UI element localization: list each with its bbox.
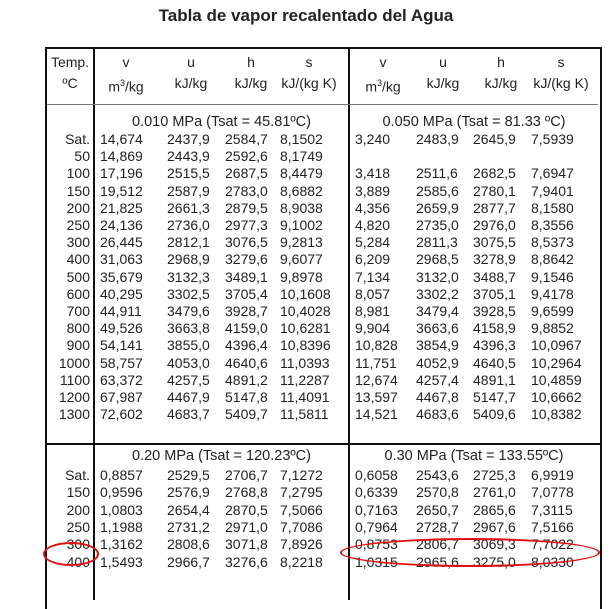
value-cell: 2808,6 — [167, 536, 210, 553]
value-cell: 2587,9 — [167, 182, 210, 199]
value-cell: 2706,7 — [225, 467, 268, 483]
value-cell: 4257,5 — [167, 371, 210, 388]
value-cell: 2437,9 — [167, 131, 210, 147]
value-cell: 2736,0 — [167, 217, 210, 233]
value-cell: 3,889 — [355, 182, 391, 199]
value-cell: 2570,8 — [416, 484, 459, 501]
value-cell: 2965,6 — [416, 553, 459, 570]
value-cell: 2976,0 — [473, 217, 516, 233]
value-cell: 7,8926 — [280, 536, 323, 553]
temperature-cell: 300 — [66, 536, 90, 553]
table-row — [0, 131, 612, 148]
column-header-unit: $m^3/kg$ — [365, 78, 401, 95]
value-cell: 24,136 — [100, 217, 143, 233]
value-cell: 4,356 — [355, 199, 391, 216]
value-cell: 3928,5 — [473, 303, 516, 319]
value-cell: 4891,1 — [473, 371, 516, 388]
temp-header-unit: ºC — [62, 75, 78, 91]
value-cell: 4467,8 — [416, 389, 459, 405]
value-cell: 2661,3 — [167, 199, 210, 216]
value-cell: 14,674 — [100, 131, 143, 147]
value-cell: 4159,0 — [225, 320, 268, 337]
temperature-cell: 1200 — [58, 389, 90, 405]
value-cell: 3855,0 — [167, 337, 210, 354]
value-cell: 5147,7 — [473, 389, 516, 405]
value-cell: 2811,3 — [416, 234, 458, 251]
value-cell: 7,5066 — [280, 501, 323, 518]
table-row — [0, 320, 612, 337]
value-cell: 17,196 — [100, 165, 143, 182]
value-cell: 8,981 — [355, 303, 391, 319]
section2-right-title: 0.30 MPa (Tsat = 133.55ºC) — [384, 448, 564, 464]
value-cell: 2812,1 — [167, 234, 210, 251]
value-cell: 2780,1 — [473, 182, 516, 199]
value-cell: 3276,6 — [225, 553, 268, 570]
value-cell: 2576,9 — [167, 484, 210, 501]
highlight-oval-temp — [43, 542, 99, 566]
value-cell: 2483,9 — [416, 131, 459, 147]
value-cell: 11,0393 — [280, 354, 330, 371]
value-cell: 9,6077 — [280, 251, 323, 268]
value-cell: 3275,0 — [473, 553, 516, 570]
value-cell: 3075,5 — [473, 234, 516, 251]
value-cell: 2870,5 — [225, 501, 268, 518]
column-header-unit: kJ/kg — [174, 75, 208, 91]
value-cell: 2682,5 — [473, 165, 516, 182]
value-cell: 2783,0 — [225, 182, 268, 199]
value-cell: 26,445 — [100, 234, 143, 251]
table-row — [0, 355, 612, 372]
table-row — [0, 165, 612, 182]
table-row — [0, 372, 612, 389]
value-cell: 10,6662 — [531, 389, 582, 405]
value-cell: 5409,6 — [473, 406, 516, 423]
value-cell: 9,6599 — [531, 303, 574, 319]
value-cell: 6,209 — [355, 251, 391, 268]
temperature-cell: 150 — [66, 484, 90, 501]
value-cell: 4158,9 — [473, 320, 516, 337]
table-row — [0, 519, 612, 536]
value-cell: 10,2964 — [531, 354, 582, 371]
value-cell: 58,757 — [100, 354, 143, 371]
value-cell: 8,0330 — [531, 553, 574, 570]
value-cell: 4891,2 — [225, 371, 268, 388]
value-cell: 4257,4 — [416, 371, 459, 388]
value-cell: 2761,0 — [473, 484, 516, 501]
value-cell: 67,987 — [100, 389, 143, 405]
page-title: Tabla de vapor recalentado del Agua — [158, 6, 454, 25]
value-cell: 2968,5 — [416, 251, 459, 268]
value-cell: 1,3162 — [100, 536, 143, 553]
value-cell: 0,6058 — [355, 467, 398, 483]
temperature-cell: 1300 — [58, 406, 90, 423]
table-row — [0, 467, 612, 484]
value-cell: 8,1749 — [280, 148, 323, 165]
value-cell: 0,8857 — [100, 467, 143, 483]
value-cell: 8,2218 — [280, 553, 323, 570]
temperature-cell: 100 — [66, 165, 90, 182]
value-cell: 4396,4 — [225, 337, 268, 354]
value-cell: 3,240 — [355, 131, 391, 147]
value-cell: 2687,5 — [225, 165, 268, 182]
value-cell: 19,512 — [100, 182, 143, 199]
value-cell: 3663,6 — [416, 320, 459, 337]
column-header-unit: kJ/kg — [234, 75, 268, 91]
table-row — [0, 484, 612, 501]
value-cell: 35,679 — [100, 268, 143, 285]
value-cell: 7,6947 — [531, 165, 574, 182]
value-cell: 4683,6 — [416, 406, 459, 423]
value-cell: 5,284 — [355, 234, 391, 251]
column-header-name: s — [305, 54, 313, 70]
value-cell: 0,7163 — [355, 501, 398, 518]
value-cell: 10,828 — [355, 337, 398, 354]
value-cell: 3132,3 — [167, 268, 210, 285]
column-header-unit: kJ/kg — [426, 75, 460, 91]
value-cell: 2879,5 — [225, 199, 268, 216]
temperature-cell: 200 — [66, 501, 90, 518]
value-cell: 4053,0 — [167, 354, 210, 371]
value-cell: 72,602 — [100, 406, 143, 423]
temperature-cell: 400 — [66, 553, 90, 570]
value-cell: 2529,5 — [167, 467, 210, 483]
value-cell: 3663,8 — [167, 320, 210, 337]
temperature-cell: 800 — [66, 320, 90, 337]
value-cell: 7,7086 — [280, 518, 323, 535]
value-cell: 10,0967 — [531, 337, 582, 354]
value-cell: 2865,6 — [473, 501, 516, 518]
value-cell: 63,372 — [100, 371, 143, 388]
value-cell: 3489,1 — [225, 268, 268, 285]
value-cell: 3071,8 — [225, 536, 268, 553]
value-cell: 2515,5 — [167, 165, 210, 182]
column-header-unit: kJ/(kg K) — [281, 75, 337, 91]
value-cell: 2659,9 — [416, 199, 459, 216]
value-cell: 13,597 — [355, 389, 398, 405]
value-cell: 3279,6 — [225, 251, 268, 268]
table-row — [0, 234, 612, 251]
temperature-cell: 600 — [66, 285, 90, 302]
section1-left-title: 0.010 MPa (Tsat = 45.81ºC) — [132, 114, 311, 130]
value-cell: 3488,7 — [473, 268, 516, 285]
value-cell: 3705,1 — [473, 285, 516, 302]
value-cell: 4640,6 — [225, 354, 268, 371]
value-cell: 2966,7 — [167, 553, 210, 570]
section-divider — [45, 443, 600, 445]
value-cell: 3928,7 — [225, 303, 268, 319]
value-cell: 2511,6 — [416, 165, 458, 182]
temperature-cell: 1100 — [59, 371, 90, 388]
value-cell: 3069,3 — [473, 536, 516, 553]
column-header — [160, 54, 222, 91]
temperature-cell: 250 — [66, 217, 90, 233]
table-row — [0, 200, 612, 217]
table-row — [0, 251, 612, 268]
temperature-cell: 300 — [66, 234, 90, 251]
table-row — [0, 406, 612, 423]
value-cell: 4467,9 — [167, 389, 210, 405]
value-cell: 4396,3 — [473, 337, 516, 354]
value-cell: 4683,7 — [167, 406, 210, 423]
column-header — [278, 54, 340, 91]
value-cell: 2645,9 — [473, 131, 516, 147]
temperature-cell: 250 — [66, 518, 90, 535]
value-cell: 7,7022 — [531, 536, 574, 553]
column-header — [470, 54, 532, 91]
value-cell: 7,5166 — [531, 518, 574, 535]
value-cell: 2768,8 — [225, 484, 268, 501]
value-cell: 2877,7 — [473, 199, 516, 216]
value-cell: 0,8753 — [355, 536, 398, 553]
value-cell: 8,1580 — [531, 199, 574, 216]
table-row — [0, 148, 612, 165]
value-cell: 54,141 — [100, 337, 143, 354]
column-header-name: h — [247, 54, 255, 70]
temperature-cell: 200 — [66, 199, 90, 216]
value-cell: 4052,9 — [416, 354, 459, 371]
value-cell: 9,904 — [355, 320, 391, 337]
column-header-unit: kJ/kg — [484, 75, 518, 91]
column-header-name: v — [122, 54, 130, 70]
highlight-oval-values — [340, 538, 600, 567]
table-row — [0, 286, 612, 303]
value-cell: 2650,7 — [416, 501, 459, 518]
section1-right-title: 0.050 MPa (Tsat = 81.33 ºC) — [382, 114, 566, 130]
table-row — [0, 502, 612, 519]
value-cell: 7,1272 — [280, 467, 323, 483]
temperature-cell: 1000 — [58, 354, 90, 371]
value-cell: 2735,0 — [416, 217, 459, 233]
value-cell: 8,057 — [355, 285, 391, 302]
value-cell: 10,1608 — [280, 285, 331, 302]
column-header-unit: kJ/(kg K) — [533, 75, 589, 91]
value-cell: 2728,7 — [416, 518, 459, 535]
value-cell: 9,1002 — [280, 217, 323, 233]
value-cell: 1,5493 — [100, 553, 143, 570]
value-cell: 3479,6 — [167, 303, 210, 319]
table-row — [0, 269, 612, 286]
value-cell: 3705,4 — [225, 285, 268, 302]
column-header-name: u — [187, 54, 195, 70]
value-cell: 3302,5 — [167, 285, 210, 302]
value-cell: 14,869 — [100, 148, 143, 165]
value-cell: 49,526 — [100, 320, 143, 337]
value-cell: 2967,6 — [473, 518, 516, 535]
value-cell: 2584,7 — [225, 131, 268, 147]
value-cell: 5147,8 — [225, 389, 268, 405]
temperature-cell: 500 — [66, 268, 90, 285]
temperature-cell: 50 — [74, 148, 90, 165]
value-cell: 0,6339 — [355, 484, 398, 501]
value-cell: 3854,9 — [416, 337, 459, 354]
column-header — [352, 54, 414, 95]
temperature-cell: 150 — [66, 182, 90, 199]
value-cell: 9,4178 — [531, 285, 574, 302]
value-cell: 8,6882 — [280, 182, 323, 199]
value-cell: 3076,5 — [225, 234, 268, 251]
value-cell: 8,1502 — [280, 131, 323, 147]
value-cell: 1,0803 — [100, 501, 143, 518]
column-header-name: v — [379, 54, 387, 70]
column-header-name: u — [439, 54, 447, 70]
value-cell: 0,7964 — [355, 518, 398, 535]
temperature-cell: 900 — [66, 337, 90, 354]
column-header — [530, 54, 592, 91]
value-cell: 10,4859 — [531, 371, 582, 388]
value-cell: 8,9038 — [280, 199, 323, 216]
value-cell: 7,134 — [355, 268, 391, 285]
value-cell: 10,4028 — [280, 303, 331, 319]
value-cell: 14,521 — [355, 406, 398, 423]
table-row — [0, 303, 612, 320]
value-cell: 3302,2 — [416, 285, 459, 302]
value-cell: 6,9919 — [531, 467, 574, 483]
header-divider — [47, 104, 598, 105]
value-cell: 2592,6 — [225, 148, 268, 165]
temperature-cell: 400 — [66, 251, 90, 268]
column-header — [220, 54, 282, 91]
value-cell: 11,5811 — [280, 406, 329, 423]
value-cell: 9,2813 — [280, 234, 323, 251]
value-cell: 11,2287 — [280, 371, 330, 388]
value-cell: 9,1546 — [531, 268, 574, 285]
value-cell: 2977,3 — [225, 217, 268, 233]
value-cell: 40,295 — [100, 285, 143, 302]
temperature-cell: Sat. — [65, 131, 90, 147]
value-cell: 11,4091 — [280, 389, 330, 405]
value-cell: 2654,4 — [167, 501, 210, 518]
value-cell: 10,8382 — [531, 406, 582, 423]
table-row — [0, 183, 612, 200]
value-cell: 5409,7 — [225, 406, 268, 423]
value-cell: 3278,9 — [473, 251, 516, 268]
value-cell: 0,9596 — [100, 484, 143, 501]
temp-header-label: Temp. — [50, 54, 90, 70]
column-header — [412, 54, 474, 91]
value-cell: 1,0315 — [355, 553, 398, 570]
value-cell: 31,063 — [100, 251, 143, 268]
value-cell: 2806,7 — [416, 536, 459, 553]
value-cell: 2971,0 — [225, 518, 268, 535]
value-cell: 21,825 — [100, 199, 143, 216]
value-cell: 7,2795 — [280, 484, 323, 501]
value-cell: 8,5373 — [531, 234, 574, 251]
value-cell: 2443,9 — [167, 148, 210, 165]
value-cell: 10,8396 — [280, 337, 331, 354]
table-row — [0, 217, 612, 234]
section2-left-title: 0.20 MPa (Tsat = 120.23ºC) — [132, 448, 311, 464]
value-cell: 9,8852 — [531, 320, 574, 337]
value-cell: 4,820 — [355, 217, 391, 233]
value-cell: 3479,4 — [416, 303, 459, 319]
value-cell: 12,674 — [355, 371, 398, 388]
value-cell: 8,3556 — [531, 217, 574, 233]
value-cell: 8,4479 — [280, 165, 323, 182]
value-cell: 8,8642 — [531, 251, 574, 268]
value-cell: 11,751 — [355, 354, 397, 371]
table-row — [0, 389, 612, 406]
table-row — [0, 337, 612, 354]
value-cell: 1,1988 — [100, 518, 143, 535]
temperature-cell: Sat. — [65, 467, 90, 483]
column-header-name: h — [497, 54, 505, 70]
value-cell: 7,0778 — [531, 484, 574, 501]
temp-header — [47, 54, 93, 91]
column-header-unit: $m^3/kg$ — [108, 78, 144, 95]
value-cell: 7,3115 — [531, 501, 573, 518]
value-cell: 9,8978 — [280, 268, 323, 285]
value-cell: 10,6281 — [280, 320, 331, 337]
value-cell: 2543,6 — [416, 467, 459, 483]
value-cell: 2725,3 — [473, 467, 516, 483]
value-cell: 7,5939 — [531, 131, 574, 147]
value-cell: 2968,9 — [167, 251, 210, 268]
value-cell: 2731,2 — [167, 518, 210, 535]
temperature-cell: 700 — [66, 303, 90, 319]
value-cell: 7,9401 — [531, 182, 574, 199]
column-header-name: s — [557, 54, 565, 70]
value-cell: 44,911 — [100, 303, 142, 319]
value-cell: 3132,0 — [416, 268, 459, 285]
value-cell: 3,418 — [355, 165, 391, 182]
column-header — [95, 54, 157, 95]
value-cell: 4640,5 — [473, 354, 516, 371]
value-cell: 2585,6 — [416, 182, 459, 199]
